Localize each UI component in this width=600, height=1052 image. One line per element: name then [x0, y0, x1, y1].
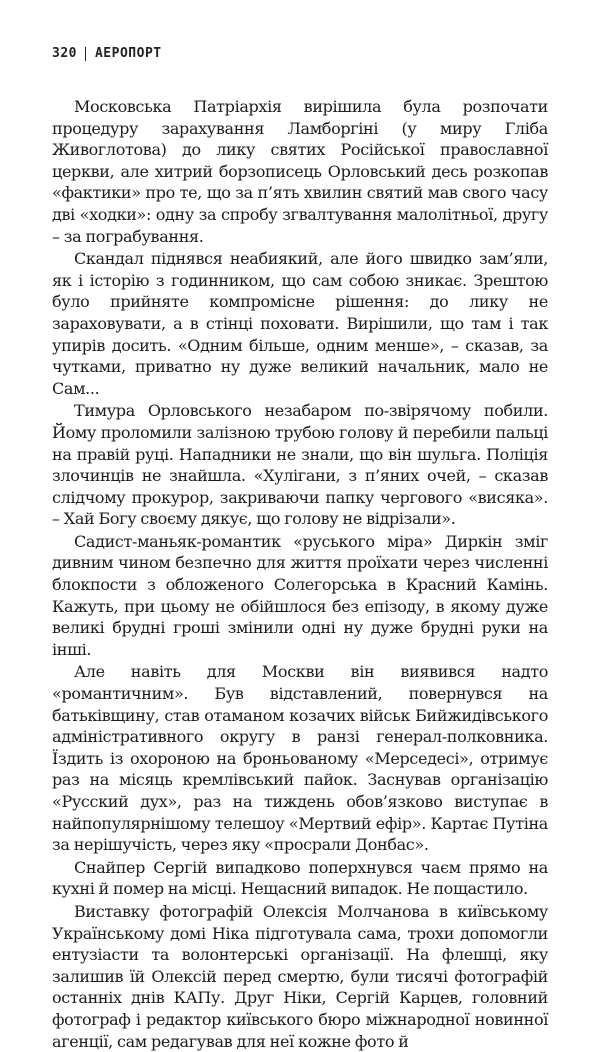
running-header [52, 46, 162, 61]
paragraph: Тимура Орловського незабаром по-звірячому побили. Йому проломили залізною трубою голову й перебили пальці на правій руці. Нападники не знали, що він шульга. Поліція злочинців не знайшла. «Хулігани, з п’яних очей, – сказав слідчому прокурор, закриваючи папку чергового «висяка». – Хай Богу своєму дякує, що голову не відрізали». [52, 401, 548, 529]
paragraph: Снайпер Сергій випадково поперхнувся чаєм прямо на кухні й помер на місці. Нещасний випадок. Не пощастило. [52, 857, 548, 899]
paragraph: Але навіть для Москви він виявився надто «романтичним». Був відставлений, повернувся на батьківщину, став отаманом козачих військ Бийжидівського адміністративного округу в ранзі генерал-полковника. Їздить із охороною на броньованому «Мерседесі», отримує раз на місяць кремлівський пайок. Заснував організацію «Русский дух», раз на тиждень обов’язково виступає в найпопулярнішому телешоу «Мертвий ефір». Картає Путіна за нерішучість, через яку «просрали Донбас». [52, 662, 548, 855]
paragraph: Виставку фотографій Олексія Молчанова в київському Українському домі Ніка підготувала сама, трохи допомогли ентузіасти та волонтерські організації. На флешці, яку залишив їй Олексій перед смертю, були тисячі фотографій останніх днів КАПу. Друг Ніки, Сергій Карцев, головний фотограф і редактор київського бюро міжнародної новинної агенції, сам редагував для неї кожне фото й [52, 901, 548, 1051]
paragraph: Московська Патріархія вирішила була розпочати процедуру зарахування Ламборгіні (у миру Гліба Живоглотова) до лику святих Російської православної церкви, але хитрий борзописець Орловський десь розкопав «фактики» про те, що за п’ять хвилин святий мав свого часу дві «ходки»: одну за спробу згвалтування малолітньої, другу – за пограбування. [52, 97, 548, 246]
header-divider [85, 47, 86, 61]
paragraph: Скандал піднявся неабиякий, але його швидко зам’яли, як і історію з годинником, що сам собою зникає. Зрештою було прийняте компромісне рішення: до лику не зараховувати, а в стінці поховати. Вирішили, що там і так упирів досить. «Одним більше, одним менше», – сказав, за чутками, приватно ну дуже великий начальник, мало не Сам... [52, 249, 548, 398]
body-text [52, 96, 548, 1052]
section-title: АЕРОПОРТ [94, 46, 162, 61]
page-number: 320 [52, 46, 77, 61]
paragraph: Садист-маньяк-романтик «руського міра» Диркін зміг дивним чином безпечно для життя проїхати через численні блокпости з обложеного Солегорська в Красний Камінь. Кажуть, при цьому не обійшлося без епізоду, в якому дуже великі брудні гроші змінили одні ну дуже брудні руки на інші. [52, 531, 548, 659]
